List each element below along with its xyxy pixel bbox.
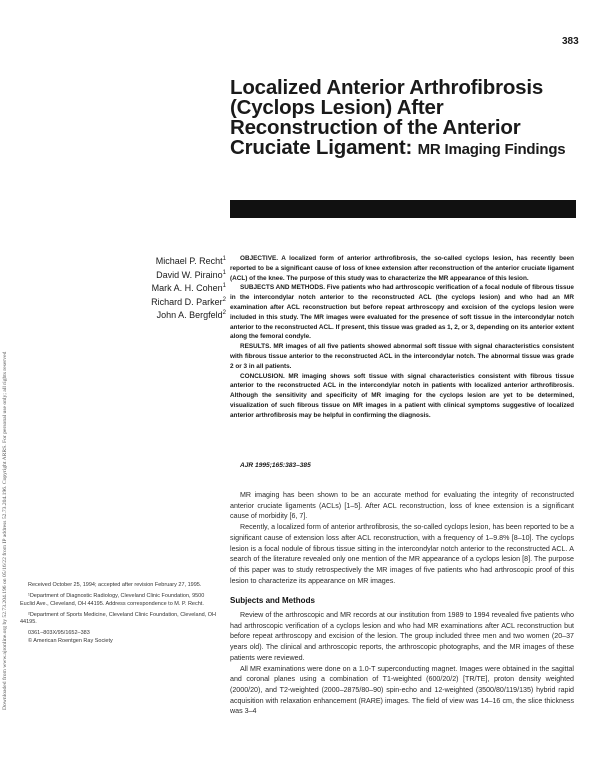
- received-note: Received October 25, 1994; accepted after revision February 27, 1995.: [28, 582, 202, 588]
- title-sub: MR Imaging Findings: [417, 141, 566, 158]
- abstract-results: RESULTS. MR images of all five patients showed abnormal soft tissue with signal characteristics consistent with fibrous tissue anterior to the reconstructed ACL in the intercondylar notch. The abnormal tissue was grade 2 or 3 in all patients.: [230, 343, 574, 370]
- abstract-objective: OBJECTIVE. A localized form of anterior arthrofibrosis, the so-called cyclops lesion, has recently been reported to be a significant cause of loss of knee extension after reconstruction of the anterior cruciate ligament (ACL) of the knee. The purpose of this study was to characterize the MR appearance of this lesion.: [230, 255, 574, 282]
- abstract: [230, 254, 574, 421]
- title-main: Localized Anterior Arthrofibrosis (Cyclops Lesion) After Reconstruction of the Anterior Cruciate Ligament:: [230, 76, 544, 159]
- page-number: 383: [562, 36, 579, 47]
- body-paragraph: All MR examinations were done on a 1.0-T superconducting magnet. Images were obtained in the sagittal and coronal planes using a combination of T1-weighted (600/20/2) [TR/TE], proton density weighted (2000/20), and T2-weighted (2000–2875/80–90) spin-echo and 12-weighted (3500/80/119/135) hybrid rapid acquisition with relaxation enhancement (RARE) images. The field of view was 14–16 cm, the slice thickness was 3–4: [230, 664, 574, 716]
- body-paragraph: MR imaging has been shown to be an accurate method for evaluating the integrity of reconstructed anterior cruciate ligaments (ACLs) [1–5]. After ACL reconstruction, loss of knee extension is a significant cause of morbidity [6, 7].: [230, 491, 574, 521]
- footnotes: [20, 582, 220, 645]
- abstract-subjects: SUBJECTS AND METHODS. Five patients who had arthroscopic verification of a focal nodule of fibrous tissue in the intercondylar notch anterior to the reconstructed ACL (the cyclops lesion) and who had an MR examination after ACL reconstruction but before repeat arthroscopy and excision of the cyclops lesion were included in this study. The MR images were evaluated for the presence of soft tissue in the intercondylar notch anterior to the reconstructed ACL. If present, this tissue was graded as 1, 2, or 3, depending on its anterior extent along the femoral condyle.: [230, 284, 574, 341]
- affiliation-1: ¹Department of Diagnostic Radiology, Cleveland Clinic Foundation, 9500 Euclid Ave., Cleveland, OH 44195. Address correspondence to M. P. Recht.: [20, 593, 205, 607]
- section-heading: Subjects and Methods: [230, 596, 315, 606]
- article-title: [230, 78, 570, 160]
- author-list: [118, 254, 226, 322]
- copyright: © American Roentgen Ray Society: [28, 637, 113, 644]
- body-paragraph: Recently, a localized form of anterior arthrofibrosis, the so-called cyclops lesion, has been reported to be a significant cause of extension loss after ACL reconstruction, with a frequency of 1–9.8% [8–10]. The cyclops lesion is a focal nodule of fibrous tissue sitting in the intercondylar notch anterior to the reconstructed ACL. A search of the literature revealed only one mention of the MR appearance of a cyclops lesion [8]. The purpose of this paper was to study retrospectively the MR images of five patients who had arthroscopic proof of this lesion to characterize its appearance on MR images.: [230, 523, 574, 585]
- download-side-note: [0, 70, 12, 710]
- author: Richard D. Parker$^2$: [151, 296, 226, 307]
- author: Michael P. Recht$^1$: [155, 256, 226, 266]
- affiliation-2: ²Department of Sports Medicine, Cleveland Clinic Foundation, Cleveland, OH 44195.: [20, 611, 217, 626]
- journal-citation: AJR 1995;165:383–385: [240, 462, 311, 469]
- article-body: [230, 490, 574, 717]
- issn: 0361–803X/95/1652–383: [28, 630, 90, 637]
- download-note-text: Downloaded from www.ajronline.org by 52.73.204.196 on 05/16/22 from IP address 52.73.204.196. Copyright ARRS. For personal use only; all rights reserved: [2, 351, 8, 710]
- abstract-conclusion: CONCLUSION. MR imaging shows soft tissue with signal characteristics consistent with fibrous tissue anterior to the reconstructed ACL in the intercondylar notch in patients with localized anterior arthrofibrosis. Although the sensitivity and specificity of MR imaging for the cyclops lesion are yet to be determined, visualization of such fibrous tissue on MR images in a patient with clinical symptoms suggestive of localized anterior arthrofibrosis may be helpful in confirming the diagnosis.: [230, 372, 575, 419]
- author: Mark A. H. Cohen$^1$: [151, 283, 226, 293]
- body-paragraph: Review of the arthroscopic and MR records at our institution from 1989 to 1994 revealed five patients who had arthroscopic verification of a cyclops lesion and who had MR examinations after ACL reconstruction but before repeat arthroscopy and excision of the lesion. The group included three men and two women (20–37 years old). The clinical and arthroscopic reports, the arthroscopic photographs, and the MR images of these patients were reviewed.: [230, 611, 574, 662]
- title-rule: [230, 200, 576, 218]
- author: John A. Bergfeld$^2$: [156, 310, 226, 320]
- author: David W. Piraino$^1$: [156, 269, 226, 280]
